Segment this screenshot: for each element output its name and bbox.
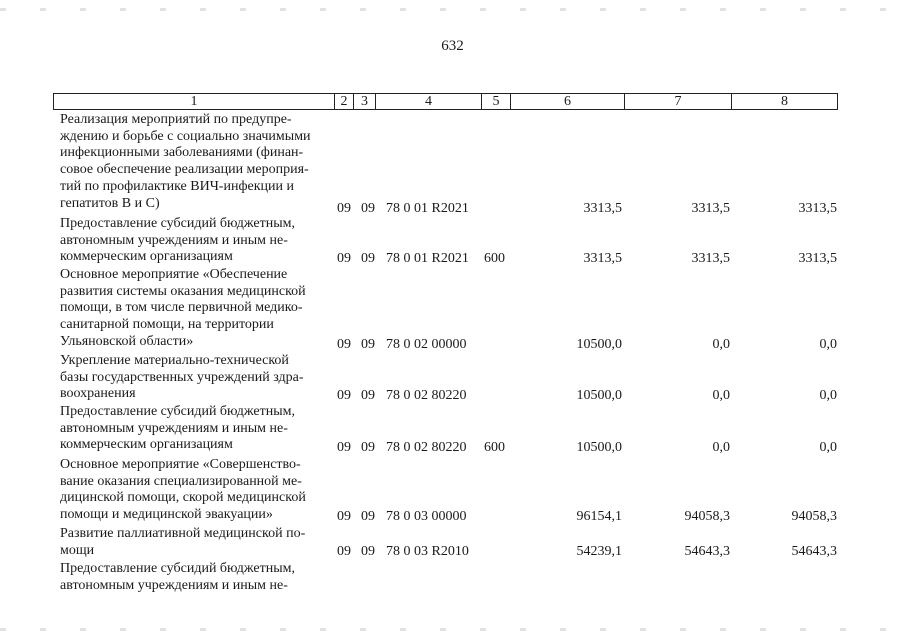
row-description <box>60 267 330 351</box>
cell-amount-8: 54643,3 <box>791 544 837 559</box>
description-line: автономным учреждениям и иным не- <box>60 232 288 248</box>
cell-section: 09 <box>337 509 351 524</box>
cell-amount-8: 0,0 <box>819 440 837 455</box>
description-line: вание оказания специализированной ме- <box>60 473 302 489</box>
header-col-2: 2 <box>334 93 354 110</box>
header-col-7: 7 <box>624 93 732 110</box>
description-line: коммерческим организациям <box>60 249 233 265</box>
cell-amount-7: 3313,5 <box>691 251 730 266</box>
description-line: Ульяновской области» <box>60 333 194 349</box>
cell-amount-6: 3313,5 <box>583 251 622 266</box>
cell-amount-8: 3313,5 <box>798 201 837 216</box>
cell-amount-6: 10500,0 <box>576 440 622 455</box>
cell-amount-7: 0,0 <box>712 337 730 352</box>
header-col-8: 8 <box>731 93 838 110</box>
description-line: базы государственных учреждений здра- <box>60 369 304 385</box>
scan-artifact-top <box>0 8 905 11</box>
cell-target-code: 78 0 02 80220 <box>386 388 467 403</box>
cell-subsection: 09 <box>361 337 375 352</box>
description-line: Предоставление субсидий бюджетным, <box>60 216 296 231</box>
row-description <box>60 457 330 524</box>
description-line: развития системы оказания медицинской <box>60 283 306 299</box>
header-col-4: 4 <box>375 93 482 110</box>
cell-amount-6: 10500,0 <box>576 337 622 352</box>
description-line: Развитие паллиативной медицинской по- <box>60 526 306 541</box>
cell-target-code: 78 0 03 R2010 <box>386 544 469 559</box>
scan-artifact-bottom <box>0 628 905 631</box>
row-description <box>60 526 330 559</box>
cell-amount-7: 0,0 <box>712 440 730 455</box>
description-line: воохранения <box>60 386 136 402</box>
description-line: Основное мероприятие «Совершенство- <box>60 457 301 472</box>
cell-target-code: 78 0 03 00000 <box>386 509 467 524</box>
description-line: Предоставление субсидий бюджетным, <box>60 404 296 419</box>
description-line: Основное мероприятие «Обеспечение <box>60 267 288 282</box>
cell-amount-7: 54643,3 <box>684 544 730 559</box>
cell-subsection: 09 <box>361 388 375 403</box>
cell-expense-type: 600 <box>484 251 505 266</box>
cell-subsection: 09 <box>361 201 375 216</box>
description-line: автономным учреждениям и иным не- <box>60 577 288 593</box>
cell-amount-8: 94058,3 <box>791 509 837 524</box>
description-line: тий по профилактике ВИЧ-инфекции и <box>60 178 294 194</box>
description-line: инфекционными заболеваниями (финан- <box>60 145 304 161</box>
description-line: помощи и медицинской эвакуации» <box>60 507 273 523</box>
cell-section: 09 <box>337 544 351 559</box>
cell-target-code: 78 0 02 80220 <box>386 440 467 455</box>
row-description <box>60 404 330 454</box>
row-description <box>60 112 330 212</box>
header-col-6: 6 <box>510 93 625 110</box>
cell-amount-8: 3313,5 <box>798 251 837 266</box>
description-line: гепатитов В и С) <box>60 195 160 211</box>
cell-subsection: 09 <box>361 544 375 559</box>
description-line: автономным учреждениям и иным не- <box>60 420 288 436</box>
description-line: Укрепление материально-технической <box>60 353 289 368</box>
cell-amount-8: 0,0 <box>819 388 837 403</box>
cell-section: 09 <box>337 440 351 455</box>
cell-amount-7: 94058,3 <box>684 509 730 524</box>
description-line: совое обеспечение реализации мероприя- <box>60 162 309 178</box>
cell-amount-6: 3313,5 <box>583 201 622 216</box>
cell-subsection: 09 <box>361 440 375 455</box>
cell-section: 09 <box>337 337 351 352</box>
row-description <box>60 561 330 594</box>
row-description <box>60 353 330 403</box>
description-line: дицинской помощи, скорой медицинской <box>60 490 306 506</box>
cell-section: 09 <box>337 388 351 403</box>
cell-amount-6: 54239,1 <box>576 544 622 559</box>
cell-target-code: 78 0 01 R2021 <box>386 251 469 266</box>
description-line: санитарной помощи, на территории <box>60 317 274 333</box>
page-number: 632 <box>441 38 464 54</box>
description-line: Предоставление субсидий бюджетным, <box>60 561 296 576</box>
description-line: Реализация мероприятий по предупре- <box>60 112 292 127</box>
cell-amount-7: 0,0 <box>712 388 730 403</box>
cell-target-code: 78 0 02 00000 <box>386 337 467 352</box>
description-line: коммерческим организациям <box>60 437 233 453</box>
cell-amount-8: 0,0 <box>819 337 837 352</box>
cell-target-code: 78 0 01 R2021 <box>386 201 469 216</box>
row-description <box>60 216 330 266</box>
cell-section: 09 <box>337 201 351 216</box>
cell-section: 09 <box>337 251 351 266</box>
description-line: помощи, в том числе первичной медико- <box>60 300 303 316</box>
header-col-5: 5 <box>481 93 511 110</box>
description-line: мощи <box>60 542 95 558</box>
cell-amount-6: 10500,0 <box>576 388 622 403</box>
cell-subsection: 09 <box>361 251 375 266</box>
description-line: ждению и борьбе с социально значимыми <box>60 128 311 144</box>
cell-expense-type: 600 <box>484 440 505 455</box>
header-col-1: 1 <box>53 93 335 110</box>
cell-amount-7: 3313,5 <box>691 201 730 216</box>
table-header-row <box>53 93 838 111</box>
header-col-3: 3 <box>353 93 376 110</box>
cell-subsection: 09 <box>361 509 375 524</box>
cell-amount-6: 96154,1 <box>576 509 622 524</box>
